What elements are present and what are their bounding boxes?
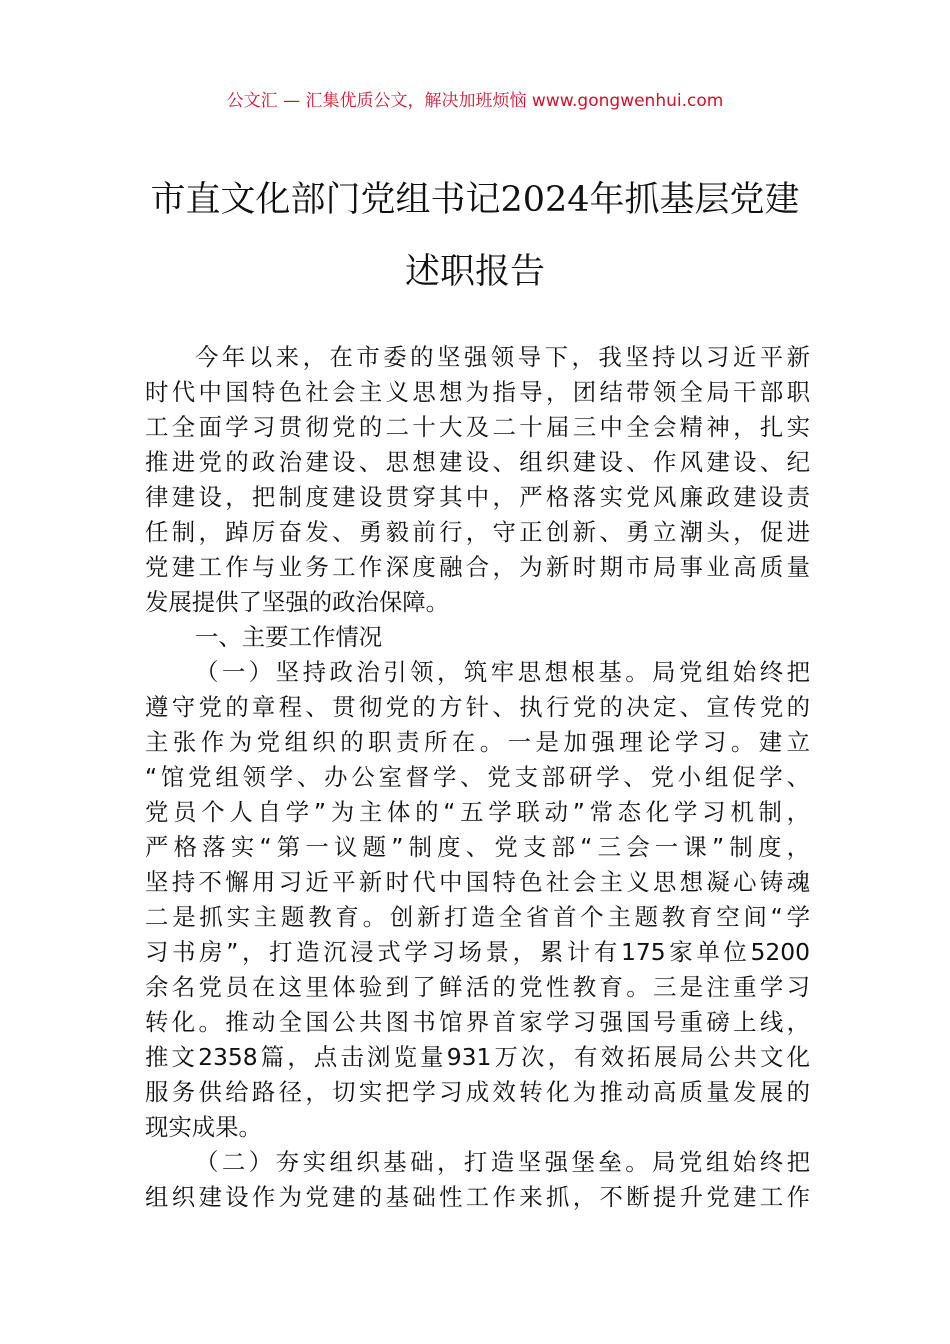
paragraph-line: 主张作为党组织的职责所在。一是加强理论学习。建立 (145, 728, 810, 756)
paragraph-line: 党员个人自学”为主体的“五学联动”常态化学习机制， (145, 798, 810, 826)
paragraph-line: 遵守党的章程、贯彻党的方针、执行党的决定、宣传党的 (145, 693, 810, 721)
paragraph-line: 服务供给路径，切实把学习成效转化为推动高质量发展的 (145, 1078, 810, 1106)
document-body (145, 340, 810, 1215)
paragraph-line: 推文2358篇，点击浏览量931万次，有效拓展局公共文化 (145, 1043, 810, 1071)
paragraph-line: 严格落实“第一议题”制度、党支部“三会一课”制度， (145, 833, 810, 861)
document-title: 市直文化部门党组书记2024年抓基层党建 (150, 180, 800, 220)
document-title-line2: 述职报告 (404, 252, 545, 292)
paragraph-line: 余名党员在这里体验到了鲜活的党性教育。三是注重学习 (145, 973, 810, 1001)
paragraph-line: 工全面学习贯彻党的二十大及二十届三中全会精神，扎实 (145, 413, 810, 441)
paragraph-line: 二是抓实主题教育。创新打造全省首个主题教育空间“学 (145, 903, 810, 931)
paragraph-line: 今年以来，在市委的坚强领导下，我坚持以习近平新 (195, 343, 810, 371)
paragraph-line: 推进党的政治建设、思想建设、组织建设、作风建设、纪 (145, 448, 810, 476)
paragraph-line: （二）夯实组织基础，打造坚强堡垒。局党组始终把 (195, 1148, 810, 1176)
paragraph-line: 时代中国特色社会主义思想为指导，团结带领全局干部职 (145, 378, 810, 406)
paragraph-line: 一、主要工作情况 (195, 623, 383, 651)
paragraph-line: 转化。推动全国公共图书馆界首家学习强国号重磅上线， (145, 1008, 810, 1036)
paragraph-line: 党建工作与业务工作深度融合，为新时期市局事业高质量 (145, 553, 810, 581)
paragraph-line: 习书房”，打造沉浸式学习场景，累计有175家单位5200 (145, 938, 810, 966)
header-banner: 公文汇 — 汇集优质公文，解决加班烦恼 www.gongwenhui.com (226, 91, 724, 111)
paragraph-line: （一）坚持政治引领，筑牢思想根基。局党组始终把 (195, 658, 810, 686)
paragraph-line: 组织建设作为党建的基础性工作来抓，不断提升党建工作 (145, 1183, 810, 1211)
paragraph-line: 发展提供了坚强的政治保障。 (145, 588, 450, 616)
paragraph-line: 律建设，把制度建设贯穿其中，严格落实党风廉政建设责 (145, 483, 810, 511)
paragraph-line: 坚持不懈用习近平新时代中国特色社会主义思想凝心铸魂 (145, 868, 810, 896)
paragraph-line: 现实成果。 (145, 1113, 262, 1141)
paragraph-line: 任制，踔厉奋发、勇毅前行，守正创新、勇立潮头，促进 (145, 518, 810, 546)
paragraph-line: “馆党组领学、办公室督学、党支部研学、党小组促学、 (145, 763, 810, 791)
